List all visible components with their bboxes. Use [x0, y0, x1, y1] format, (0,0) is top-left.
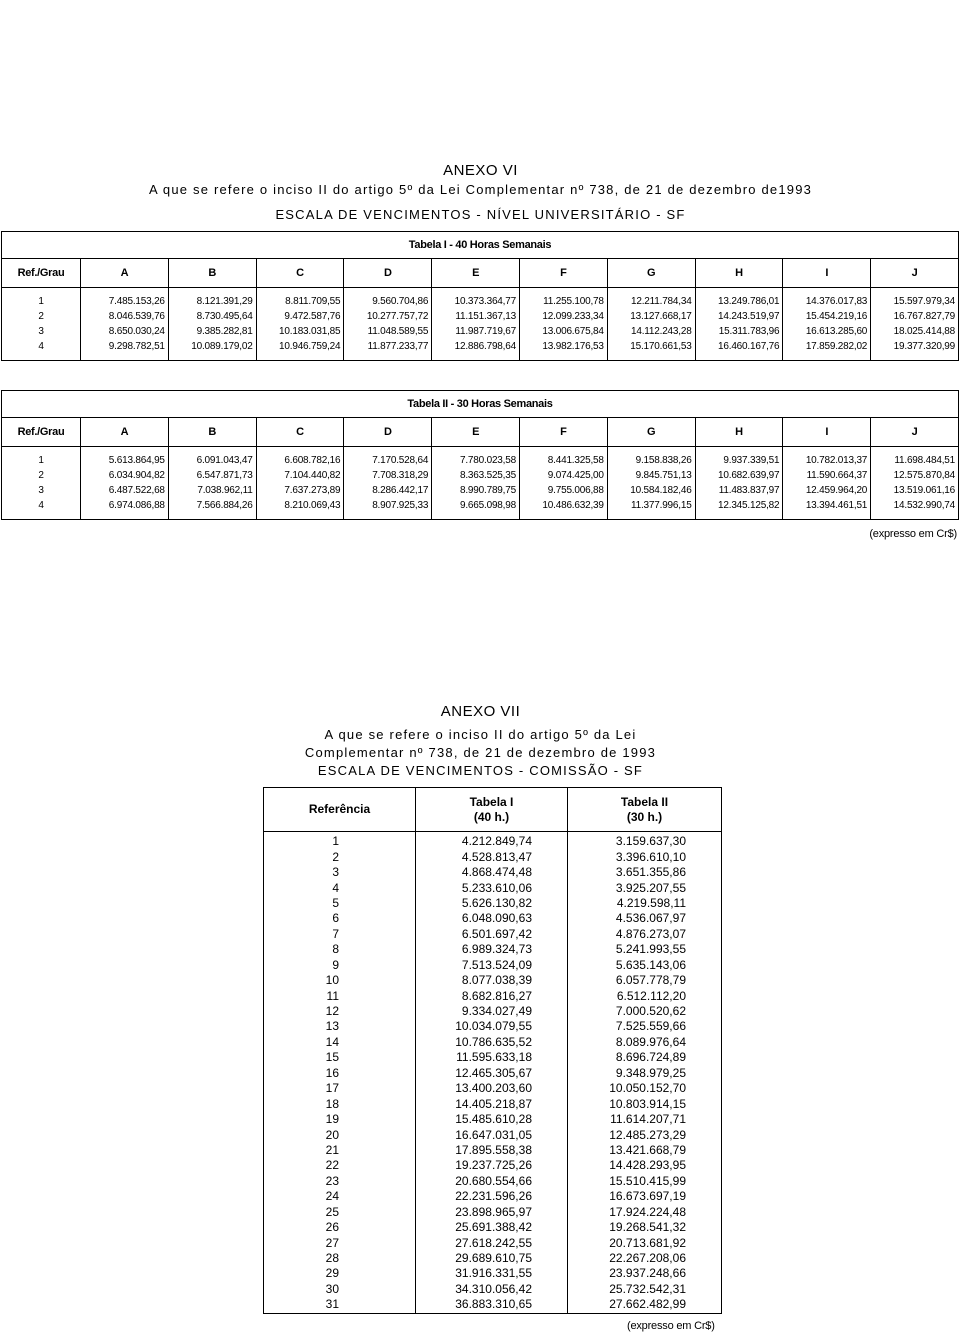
value-cell: 11.483.837,97 [695, 483, 783, 498]
value-cell: 7.637.273,89 [256, 483, 344, 498]
ref-cell: 3 [264, 865, 416, 880]
value-cell-30h: 22.267.208,06 [568, 1251, 722, 1266]
table-row [264, 865, 722, 880]
ref-cell: 12 [264, 1004, 416, 1019]
header-grade-f: F [519, 259, 607, 288]
currency-note-annex7: (expresso em Cr$) [627, 1320, 715, 1332]
value-cell-40h: 6.048.090,63 [416, 911, 568, 926]
value-cell: 8.363.525,35 [432, 468, 520, 483]
value-cell-40h: 8.682.816,27 [416, 988, 568, 1003]
value-cell: 16.767.827,79 [871, 309, 959, 324]
value-cell-30h: 4.876.273,07 [568, 927, 722, 942]
value-cell: 9.298.782,51 [81, 339, 169, 354]
value-cell-40h: 4.868.474,48 [416, 865, 568, 880]
table-caption: Tabela I - 40 Horas Semanais [2, 232, 959, 259]
value-cell: 6.608.782,16 [256, 453, 344, 468]
header-grade-a: A [81, 259, 169, 288]
value-cell: 12.099.233,34 [519, 309, 607, 324]
value-cell: 6.034.904,82 [81, 468, 169, 483]
table-row [264, 849, 722, 864]
header-grade-i: I [783, 259, 871, 288]
value-cell: 15.597.979,34 [871, 294, 959, 309]
value-cell: 7.485.153,26 [81, 294, 169, 309]
annex7-title: ANEXO VII [440, 703, 521, 720]
value-cell: 8.650.030,24 [81, 324, 169, 339]
header-grade-d: D [344, 259, 432, 288]
value-cell: 5.613.864,95 [81, 453, 169, 468]
annex6-title: ANEXO VI [443, 162, 518, 179]
value-cell: 6.487.522,68 [81, 483, 169, 498]
header-grade-f: F [519, 418, 607, 447]
value-cell-30h: 3.396.610,10 [568, 849, 722, 864]
ref-cell: 23 [264, 1174, 416, 1189]
ref-cell: 30 [264, 1282, 416, 1297]
table-row [264, 1266, 722, 1281]
ref-cell: 2 [2, 468, 81, 483]
table-row [264, 958, 722, 973]
value-cell-30h: 23.937.248,66 [568, 1266, 722, 1281]
header-grade-b: B [168, 259, 256, 288]
ref-cell: 19 [264, 1112, 416, 1127]
value-cell-40h: 22.231.596,26 [416, 1189, 568, 1204]
value-cell-40h: 6.501.697,42 [416, 927, 568, 942]
table-row [264, 1282, 722, 1297]
value-cell-40h: 36.883.310,65 [416, 1297, 568, 1313]
ref-cell: 26 [264, 1220, 416, 1235]
header-tabela-1-hours: (40 h.) [473, 809, 510, 824]
value-cell: 7.170.528,64 [344, 453, 432, 468]
value-cell: 8.286.442,17 [344, 483, 432, 498]
value-cell: 17.859.282,02 [783, 339, 871, 354]
salary-table-40h [1, 231, 959, 361]
annex7-subtitle-line1: A que se refere o inciso II do artigo 5º da Lei [324, 727, 637, 742]
value-cell-30h: 3.651.355,86 [568, 865, 722, 880]
table-row [264, 1189, 722, 1204]
table-row [264, 1205, 722, 1220]
value-cell-30h: 9.348.979,25 [568, 1066, 722, 1081]
value-cell: 9.385.282,81 [168, 324, 256, 339]
value-cell: 9.158.838,26 [607, 453, 695, 468]
value-cell: 7.708.318,29 [344, 468, 432, 483]
header-grade-a: A [81, 418, 169, 447]
value-cell: 6.547.871,73 [168, 468, 256, 483]
ref-cell: 3 [2, 324, 81, 339]
table-row [264, 1297, 722, 1313]
ref-cell: 2 [264, 849, 416, 864]
table-header-row [2, 418, 959, 447]
header-ref-grau: Ref./Grau [2, 418, 81, 447]
ref-cell: 16 [264, 1066, 416, 1081]
ref-cell: 20 [264, 1127, 416, 1142]
value-cell-30h: 7.000.520,62 [568, 1004, 722, 1019]
annex7-subtitle-line2: Complementar nº 738, de 21 de dezembro de 1993 [304, 745, 657, 760]
value-cell-30h: 10.803.914,15 [568, 1096, 722, 1111]
ref-cell: 4 [264, 880, 416, 895]
table-row [264, 1174, 722, 1189]
annex7-scale: ESCALA DE VENCIMENTOS - COMISSÃO - SF [317, 763, 644, 778]
ref-cell: 6 [264, 911, 416, 926]
value-cell: 12.211.784,34 [607, 294, 695, 309]
table-row [2, 324, 959, 339]
currency-note: (expresso em Cr$) [869, 528, 957, 540]
header-grade-d: D [344, 418, 432, 447]
value-cell-40h: 19.237.725,26 [416, 1158, 568, 1173]
value-cell: 8.811.709,55 [256, 294, 344, 309]
value-cell: 19.377.320,99 [871, 339, 959, 354]
header-grade-h: H [695, 259, 783, 288]
table-row [2, 498, 959, 513]
ref-cell: 10 [264, 973, 416, 988]
value-cell-40h: 6.989.324,73 [416, 942, 568, 957]
value-cell-30h: 5.635.143,06 [568, 958, 722, 973]
header-grade-e: E [432, 418, 520, 447]
value-cell-40h: 15.485.610,28 [416, 1112, 568, 1127]
ref-cell: 9 [264, 958, 416, 973]
value-cell: 15.454.219,16 [783, 309, 871, 324]
value-cell: 11.151.367,13 [432, 309, 520, 324]
value-cell: 15.170.661,53 [607, 339, 695, 354]
ref-cell: 4 [2, 339, 81, 354]
value-cell-40h: 10.786.635,52 [416, 1035, 568, 1050]
value-cell: 16.460.167,76 [695, 339, 783, 354]
value-cell: 9.560.704,86 [344, 294, 432, 309]
value-cell: 11.590.664,37 [783, 468, 871, 483]
value-cell: 13.249.786,01 [695, 294, 783, 309]
value-cell: 10.373.364,77 [432, 294, 520, 309]
value-cell: 12.886.798,64 [432, 339, 520, 354]
value-cell: 7.566.884,26 [168, 498, 256, 513]
value-cell: 14.532.990,74 [871, 498, 959, 513]
table-row [264, 1050, 722, 1065]
table-row [264, 1127, 722, 1142]
value-cell-30h: 12.485.273,29 [568, 1127, 722, 1142]
value-cell: 18.025.414,88 [871, 324, 959, 339]
value-cell: 6.091.043,47 [168, 453, 256, 468]
value-cell-30h: 3.925.207,55 [568, 880, 722, 895]
value-cell-30h: 15.510.415,99 [568, 1174, 722, 1189]
annex6-subtitle: A que se refere o inciso II do artigo 5º da Lei Complementar nº 738, de 21 de dezembro de1993 [148, 182, 813, 197]
ref-cell: 28 [264, 1251, 416, 1266]
header-tabela-2-hours: (30 h.) [626, 809, 663, 824]
ref-cell: 25 [264, 1205, 416, 1220]
table-header-row [264, 788, 722, 832]
table-row [264, 834, 722, 849]
header-grade-c: C [256, 259, 344, 288]
header-grade-j: J [871, 259, 959, 288]
value-cell: 8.990.789,75 [432, 483, 520, 498]
table-row [264, 1096, 722, 1111]
ref-cell: 24 [264, 1189, 416, 1204]
table-row [264, 1019, 722, 1034]
ref-cell: 4 [2, 498, 81, 513]
value-cell: 13.127.668,17 [607, 309, 695, 324]
ref-cell: 3 [2, 483, 81, 498]
ref-cell: 21 [264, 1143, 416, 1158]
table-row [264, 1235, 722, 1250]
table-row [2, 309, 959, 324]
table-row [264, 927, 722, 942]
value-cell-40h: 23.898.965,97 [416, 1205, 568, 1220]
value-cell-30h: 13.421.668,79 [568, 1143, 722, 1158]
table-row [264, 911, 722, 926]
value-cell-40h: 13.400.203,60 [416, 1081, 568, 1096]
value-cell: 16.613.285,60 [783, 324, 871, 339]
value-cell-30h: 27.662.482,99 [568, 1297, 722, 1313]
value-cell: 9.472.587,76 [256, 309, 344, 324]
table-row [264, 1081, 722, 1096]
value-cell: 8.730.495,64 [168, 309, 256, 324]
value-cell: 9.665.098,98 [432, 498, 520, 513]
table-row [264, 988, 722, 1003]
value-cell: 8.121.391,29 [168, 294, 256, 309]
value-cell-30h: 4.536.067,97 [568, 911, 722, 926]
ref-cell: 14 [264, 1035, 416, 1050]
value-cell: 11.698.484,51 [871, 453, 959, 468]
value-cell-40h: 8.077.038,39 [416, 973, 568, 988]
value-cell-30h: 6.512.112,20 [568, 988, 722, 1003]
value-cell-40h: 25.691.388,42 [416, 1220, 568, 1235]
header-tabela-2-name: Tabela II [620, 794, 669, 809]
value-cell-40h: 29.689.610,75 [416, 1251, 568, 1266]
value-cell: 10.782.013,37 [783, 453, 871, 468]
value-cell: 13.006.675,84 [519, 324, 607, 339]
header-grade-g: G [607, 259, 695, 288]
header-tabela-1 [416, 788, 568, 832]
value-cell-30h: 14.428.293,95 [568, 1158, 722, 1173]
value-cell: 9.755.006,88 [519, 483, 607, 498]
ref-cell: 17 [264, 1081, 416, 1096]
value-cell: 9.074.425,00 [519, 468, 607, 483]
table-row [2, 294, 959, 309]
value-cell-40h: 34.310.056,42 [416, 1282, 568, 1297]
value-cell: 13.394.461,51 [783, 498, 871, 513]
header-grade-h: H [695, 418, 783, 447]
value-cell: 7.104.440,82 [256, 468, 344, 483]
table-row [264, 1004, 722, 1019]
ref-cell: 31 [264, 1297, 416, 1313]
value-cell-40h: 27.618.242,55 [416, 1235, 568, 1250]
value-cell-30h: 4.219.598,11 [568, 896, 722, 911]
value-cell: 9.845.751,13 [607, 468, 695, 483]
value-cell: 13.982.176,53 [519, 339, 607, 354]
value-cell-30h: 6.057.778,79 [568, 973, 722, 988]
value-cell: 8.441.325,58 [519, 453, 607, 468]
value-cell-30h: 3.159.637,30 [568, 834, 722, 849]
ref-cell: 8 [264, 942, 416, 957]
ref-cell: 1 [264, 834, 416, 849]
value-cell-30h: 8.089.976,64 [568, 1035, 722, 1050]
value-cell-30h: 10.050.152,70 [568, 1081, 722, 1096]
ref-cell: 13 [264, 1019, 416, 1034]
value-cell-30h: 11.614.207,71 [568, 1112, 722, 1127]
header-ref-grau: Ref./Grau [2, 259, 81, 288]
ref-cell: 11 [264, 988, 416, 1003]
table-row [264, 973, 722, 988]
value-cell: 6.974.086,88 [81, 498, 169, 513]
value-cell: 14.376.017,83 [783, 294, 871, 309]
table-row [2, 453, 959, 468]
value-cell: 10.277.757,72 [344, 309, 432, 324]
table-row [2, 483, 959, 498]
header-tabela-2 [568, 788, 722, 832]
value-cell: 11.987.719,67 [432, 324, 520, 339]
header-tabela-1-name: Tabela I [469, 794, 514, 809]
table-row [2, 339, 959, 354]
value-cell-30h: 7.525.559,66 [568, 1019, 722, 1034]
value-cell-40h: 5.233.610,06 [416, 880, 568, 895]
value-cell: 15.311.783,96 [695, 324, 783, 339]
table-row [2, 468, 959, 483]
value-cell: 12.459.964,20 [783, 483, 871, 498]
value-cell: 10.486.632,39 [519, 498, 607, 513]
value-cell-30h: 20.713.681,92 [568, 1235, 722, 1250]
value-cell: 10.183.031,85 [256, 324, 344, 339]
table-row [264, 1035, 722, 1050]
ref-cell: 5 [264, 896, 416, 911]
value-cell-30h: 16.673.697,19 [568, 1189, 722, 1204]
value-cell-30h: 8.696.724,89 [568, 1050, 722, 1065]
value-cell: 8.210.069,43 [256, 498, 344, 513]
header-grade-i: I [783, 418, 871, 447]
value-cell-30h: 19.268.541,32 [568, 1220, 722, 1235]
value-cell-40h: 9.334.027,49 [416, 1004, 568, 1019]
value-cell-40h: 17.895.558,38 [416, 1143, 568, 1158]
ref-cell: 1 [2, 294, 81, 309]
header-grade-j: J [871, 418, 959, 447]
value-cell: 13.519.061,16 [871, 483, 959, 498]
value-cell: 14.243.519,97 [695, 309, 783, 324]
table-bottom [2, 354, 959, 361]
ref-cell: 1 [2, 453, 81, 468]
ref-cell: 2 [2, 309, 81, 324]
value-cell: 7.780.023,58 [432, 453, 520, 468]
table-row [264, 1143, 722, 1158]
value-cell: 14.112.243,28 [607, 324, 695, 339]
table-row [264, 1066, 722, 1081]
value-cell: 11.877.233,77 [344, 339, 432, 354]
value-cell-40h: 4.528.813,47 [416, 849, 568, 864]
table-row [264, 1220, 722, 1235]
ref-cell: 18 [264, 1096, 416, 1111]
value-cell: 7.038.962,11 [168, 483, 256, 498]
value-cell-30h: 5.241.993,55 [568, 942, 722, 957]
header-referencia: Referência [264, 788, 416, 832]
commission-salary-table [263, 787, 722, 1314]
value-cell: 9.937.339,51 [695, 453, 783, 468]
value-cell-40h: 10.034.079,55 [416, 1019, 568, 1034]
header-grade-g: G [607, 418, 695, 447]
ref-cell: 29 [264, 1266, 416, 1281]
value-cell-30h: 25.732.542,31 [568, 1282, 722, 1297]
table-row [264, 1158, 722, 1173]
table-row [264, 1251, 722, 1266]
ref-cell: 22 [264, 1158, 416, 1173]
table-caption: Tabela II - 30 Horas Semanais [2, 391, 959, 418]
salary-table-30h [1, 390, 959, 520]
value-cell-40h: 12.465.305,67 [416, 1066, 568, 1081]
value-cell: 12.345.125,82 [695, 498, 783, 513]
table-row [264, 942, 722, 957]
value-cell-30h: 17.924.224,48 [568, 1205, 722, 1220]
table-bottom [2, 513, 959, 520]
value-cell-40h: 11.595.633,18 [416, 1050, 568, 1065]
value-cell: 11.048.589,55 [344, 324, 432, 339]
value-cell-40h: 4.212.849,74 [416, 834, 568, 849]
ref-cell: 7 [264, 927, 416, 942]
value-cell: 10.584.182,46 [607, 483, 695, 498]
value-cell: 11.377.996,15 [607, 498, 695, 513]
ref-cell: 27 [264, 1235, 416, 1250]
value-cell: 8.907.925,33 [344, 498, 432, 513]
value-cell: 11.255.100,78 [519, 294, 607, 309]
value-cell: 10.089.179,02 [168, 339, 256, 354]
value-cell: 12.575.870,84 [871, 468, 959, 483]
value-cell-40h: 14.405.218,87 [416, 1096, 568, 1111]
value-cell: 8.046.539,76 [81, 309, 169, 324]
value-cell-40h: 16.647.031,05 [416, 1127, 568, 1142]
value-cell: 10.682.639,97 [695, 468, 783, 483]
header-grade-b: B [168, 418, 256, 447]
annex6-scale: ESCALA DE VENCIMENTOS - NÍVEL UNIVERSITÁRIO - SF [275, 207, 686, 222]
header-grade-e: E [432, 259, 520, 288]
value-cell-40h: 7.513.524,09 [416, 958, 568, 973]
ref-cell: 15 [264, 1050, 416, 1065]
value-cell-40h: 31.916.331,55 [416, 1266, 568, 1281]
header-grade-c: C [256, 418, 344, 447]
value-cell: 10.946.759,24 [256, 339, 344, 354]
table-row [264, 880, 722, 895]
table-row [264, 896, 722, 911]
table-row [264, 1112, 722, 1127]
value-cell-40h: 20.680.554,66 [416, 1174, 568, 1189]
table-header-row [2, 259, 959, 288]
value-cell-40h: 5.626.130,82 [416, 896, 568, 911]
